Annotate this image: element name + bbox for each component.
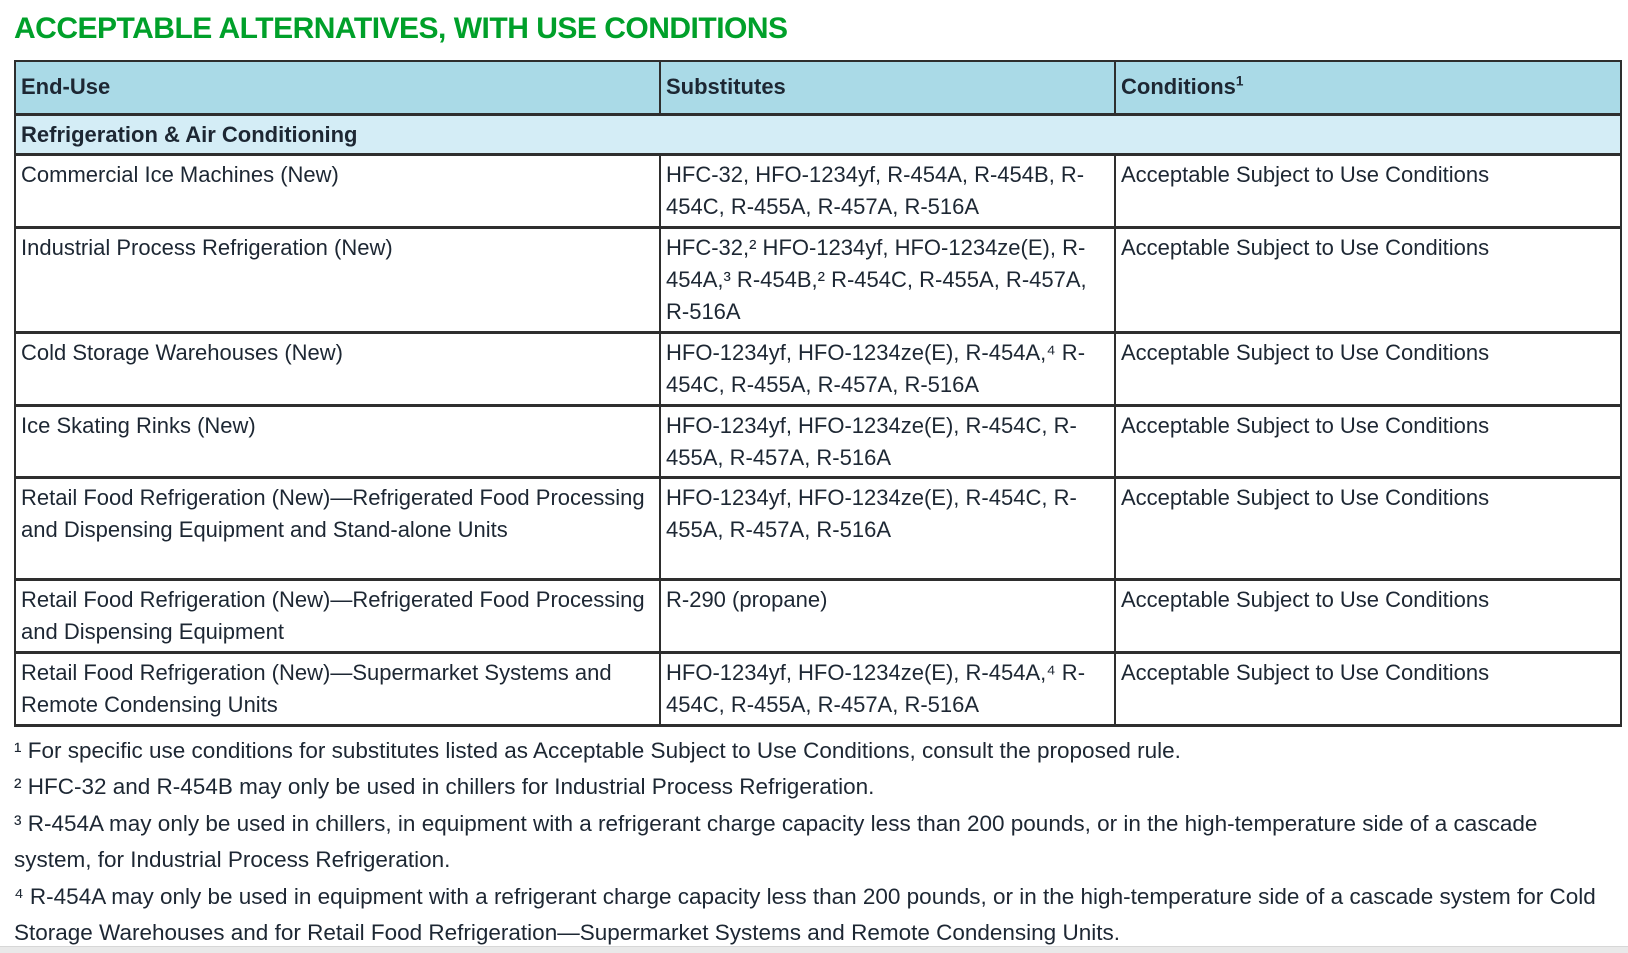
conditions-footnote-marker: 1 [1235,73,1244,89]
conditions-cell: Acceptable Subject to Use Conditions [1115,580,1621,653]
conditions-cell: Acceptable Subject to Use Conditions [1115,653,1621,726]
end-use-cell: Industrial Process Refrigeration (New) [15,228,660,333]
footnote-3: ³ R-454A may only be used in chillers, in equipment with a refrigerant charge capacity less than 200 pounds, or in the high-temperature side of a cascade system, for Industrial Process Refrigeration. [14,810,1538,873]
bottom-edge-strip [0,946,1628,953]
substitutes-cell: HFO-1234yf, HFO-1234ze(E), R-454A,⁴ R-454C, R-455A, R-457A, R-516A [660,653,1115,726]
table-row [15,580,1621,653]
footnote-4: ⁴ R-454A may only be used in equipment with a refrigerant charge capacity less than 200 pounds, or in the high-temperature side of a cascade system for Cold Storage Warehouses and for Retail Food Refrigeration—Supermarket Systems and Remote Condensing Units. [14,883,1596,946]
table-row [15,478,1621,580]
substitutes-cell: HFO-1234yf, HFO-1234ze(E), R-454C, R-455A, R-457A, R-516A [660,478,1115,580]
column-header-substitutes: Substitutes [660,61,1115,114]
conditions-cell: Acceptable Subject to Use Conditions [1115,155,1621,228]
footnote-1: ¹ For specific use conditions for substitutes listed as Acceptable Subject to Use Conditions, consult the proposed rule. [14,737,1181,763]
end-use-cell: Retail Food Refrigeration (New)—Refrigerated Food Processing and Dispensing Equipment and Stand-alone Units [15,478,660,580]
footnotes-block [14,733,1620,952]
table-header-row [15,61,1621,114]
alternatives-table [14,60,1622,727]
category-row [15,114,1621,155]
substitutes-cell: HFC-32, HFO-1234yf, R-454A, R-454B, R-454C, R-455A, R-457A, R-516A [660,155,1115,228]
conditions-cell: Acceptable Subject to Use Conditions [1115,405,1621,478]
conditions-cell: Acceptable Subject to Use Conditions [1115,478,1621,580]
column-header-end-use: End-Use [15,61,660,114]
end-use-cell: Retail Food Refrigeration (New)—Supermarket Systems and Remote Condensing Units [15,653,660,726]
conditions-cell: Acceptable Subject to Use Conditions [1115,228,1621,333]
table-row [15,228,1621,333]
category-label: Refrigeration & Air Conditioning [15,114,1621,155]
end-use-cell: Retail Food Refrigeration (New)—Refrigerated Food Processing and Dispensing Equipment [15,580,660,653]
column-header-conditions-label: Conditions [1121,74,1236,100]
end-use-cell: Cold Storage Warehouses (New) [15,332,660,405]
substitutes-cell: HFO-1234yf, HFO-1234ze(E), R-454C, R-455A, R-457A, R-516A [660,405,1115,478]
footnote-2: ² HFC-32 and R-454B may only be used in chillers for Industrial Process Refrigeration. [14,774,875,800]
substitutes-cell: HFO-1234yf, HFO-1234ze(E), R-454A,⁴ R-454C, R-455A, R-457A, R-516A [660,332,1115,405]
conditions-cell: Acceptable Subject to Use Conditions [1115,332,1621,405]
page-title: ACCEPTABLE ALTERNATIVES, WITH USE CONDITIONS [14,12,788,45]
substitutes-cell: R-290 (propane) [660,580,1115,653]
table-row [15,155,1621,228]
substitutes-cell: HFC-32,² HFO-1234yf, HFO-1234ze(E), R-454A,³ R-454B,² R-454C, R-455A, R-457A, R-516A [660,228,1115,333]
table-row [15,332,1621,405]
table-row [15,405,1621,478]
table-row [15,653,1621,726]
column-header-conditions [1115,61,1621,114]
end-use-cell: Commercial Ice Machines (New) [15,155,660,228]
end-use-cell: Ice Skating Rinks (New) [15,405,660,478]
